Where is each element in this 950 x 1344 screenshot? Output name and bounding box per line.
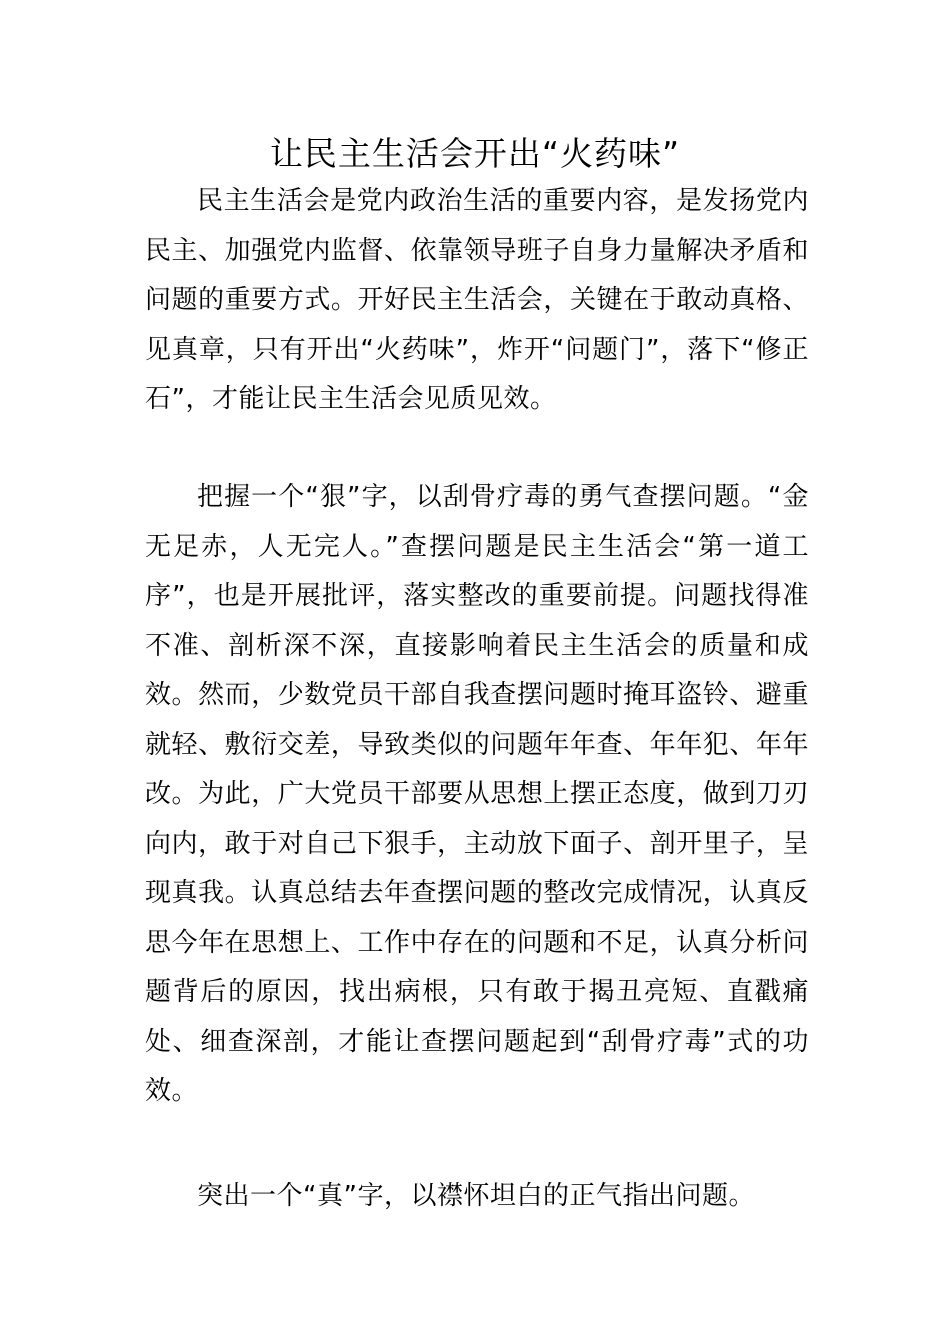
paragraph-section-2: 突出一个“真”字，以襟怀坦白的正气指出问题。 — [197, 1181, 755, 1211]
document-title: 让民主生活会开出“火药味” — [269, 134, 681, 173]
paragraph-section-1: 把握一个“狠”字，以刮骨疗毒的勇气查摆问题。“金无足赤，人无完人。”查摆问题是民主生活会“第一道工序”，也是开展批评，落实整改的重要前提。问题找得准不准、剖析深不深，直接影响着民主生活会的质量和成效。然而，少数党员干部自我查摆问题时掩耳盗铃、避重就轻、敷衍交差，导致类似的问题年年查、年年犯、年年改。为此，广大党员干部要从思想上摆正态度，做到刀刃向内，敢于对自己下狠手，主动放下面子、剖开里子，呈现真我。认真总结去年查摆问题的整改完成情况，认真反思今年在思想上、工作中存在的问题和不足，认真分析问题背后的原因，找出病根，只有敢于揭丑亮短、直戳痛处、细查深剖，才能让查摆问题起到“刮骨疗毒”式的功效。 — [145, 482, 809, 1106]
paragraph-intro: 民主生活会是党内政治生活的重要内容，是发扬党内民主、加强党内监督、依靠领导班子自身力量解决矛盾和问题的重要方式。开好民主生活会，关键在于敢动真格、见真章，只有开出“火药味”，炸开“问题门”，落下“修正石”，才能让民主生活会见质见效。 — [145, 186, 809, 414]
